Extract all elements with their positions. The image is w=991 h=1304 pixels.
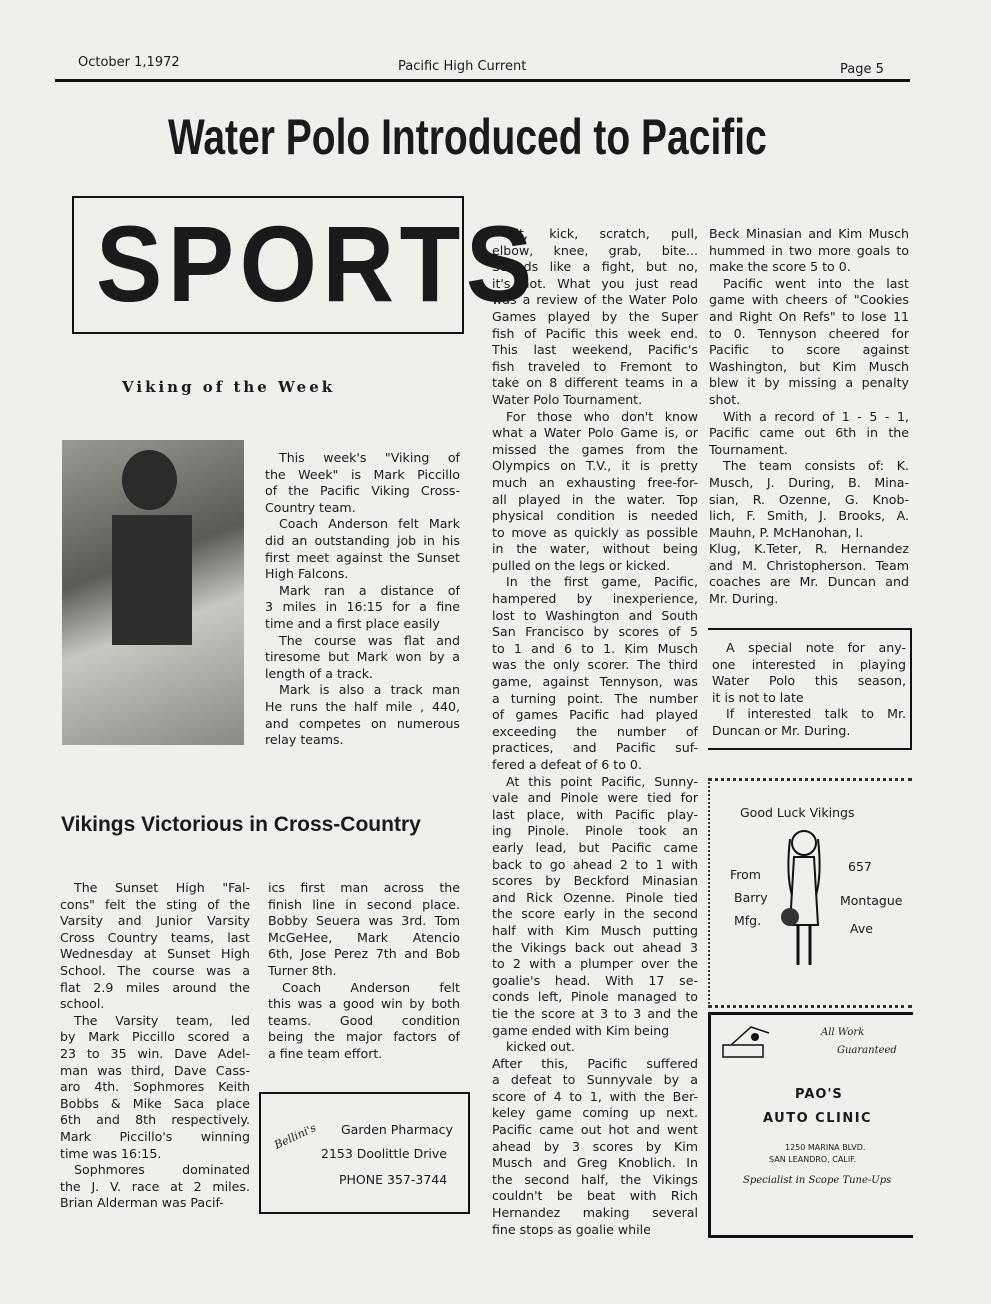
text-line: make the score 5 to 0. [709, 259, 851, 275]
text-line: kicked out. [506, 1039, 575, 1055]
special-note-box [708, 628, 912, 750]
sports-logo-box [72, 196, 538, 334]
text-line: a turning point. The number [492, 690, 698, 706]
text-line: This week's "Viking of [279, 450, 460, 465]
text-line: Pacific went into the last [723, 275, 909, 291]
text-line: Mark Piccillo's winning [60, 1128, 250, 1144]
text-line: school. [60, 996, 105, 1012]
text-line: teams. Good condition [268, 1012, 460, 1028]
text-line: game, against Tennyson, was [492, 674, 698, 690]
ad-street: Montague [840, 893, 903, 908]
text-line: blew it by missing a penalty [709, 375, 909, 391]
text-line: was a review of the Water Polo [492, 292, 698, 308]
text-line: it's not. What you just read [492, 275, 698, 291]
text-line: Sounds like a fight, but no, [492, 259, 698, 275]
text-line: a defeat to Sunnyvale by a [492, 1072, 698, 1088]
text-line: tiresome but Mark won by a [265, 649, 460, 665]
text-line: to move as quickly as possible [492, 524, 698, 540]
text-line: the Week" is Mark Piccillo [265, 466, 460, 482]
text-line: flat 2.9 miles around the [60, 979, 250, 995]
text-line: physical condition is needed [492, 508, 698, 524]
ad-number: 657 [848, 859, 872, 874]
text-line: exceeding the number of [492, 723, 698, 739]
text-line: by Mark Piccillo scored a [60, 1029, 250, 1045]
text-line: lost to Washington and South [492, 607, 698, 623]
page-number: Page 5 [840, 62, 884, 77]
ad-tagline-1: All Work [821, 1027, 865, 1038]
text-line: 3 miles in 16:15 for a fine [265, 599, 460, 615]
text-line: goalie's head. With 17 se- [492, 972, 698, 988]
text-line: of games Pacific had played [492, 707, 698, 723]
text-line: fish traveled to Fremont to [492, 358, 698, 374]
text-line: The Sunset High "Fal- [74, 880, 250, 895]
text-line: Wednesday at Sunset High [60, 946, 250, 962]
ad-ave: Ave [850, 921, 873, 936]
text-line: Klug, K.Teter, R. Hernandez [709, 541, 909, 557]
text-line: aro 4th. Sophmores Keith [60, 1079, 250, 1095]
text-line: School. The course was a [60, 962, 250, 978]
text-line: relay teams. [265, 732, 344, 748]
text-line: time and a first place easily [265, 615, 440, 631]
text-line: hampered by inexperience, [492, 591, 698, 607]
water-polo-column-1 [492, 226, 698, 1238]
text-line: A special note for any- [726, 640, 906, 655]
text-line: and Right On Refs" to lose 11 [709, 308, 909, 324]
text-line: sian, R. Ozenne, G. Knob- [709, 491, 909, 507]
text-line: For those who don't know [506, 408, 698, 424]
text-line: The team consists of: K. [723, 458, 909, 474]
text-line: He runs the half mile , 440, [265, 698, 460, 714]
text-line: This last weekend, Pacific's [492, 342, 698, 358]
text-line: this was a good win by both [268, 996, 460, 1012]
text-line: fine stops as goalie while [492, 1221, 651, 1237]
text-line: Bobbs & Mike Saca place [60, 1095, 250, 1111]
text-line: Mauhn, P. McHanohan, I. [709, 524, 864, 540]
text-line: Bobby Seuera was 3rd. Tom [268, 913, 460, 929]
cross-country-title: Vikings Victorious in Cross-Country [61, 813, 421, 836]
ad-from: From [730, 867, 761, 882]
text-line: length of a track. [265, 665, 374, 681]
text-line: and competes on numerous [265, 715, 460, 731]
text-line: half with Kim Musch putting [492, 922, 698, 938]
sports-logo: SPORTS [96, 203, 538, 324]
text-line: game with cheers of "Cookies [709, 292, 909, 308]
ad-barry: Barry [734, 890, 768, 905]
text-line: did an outstanding job in his [265, 532, 460, 548]
text-line: vale and Pinole were tied for [492, 790, 698, 806]
text-line: Brian Alderman was Pacif- [60, 1195, 224, 1211]
text-line: time was 16:15. [60, 1145, 162, 1161]
text-line: being the major factors of [268, 1029, 460, 1045]
text-line: first meet against the Sunset [265, 549, 460, 565]
text-line: cons" felt the sting of the [60, 896, 250, 912]
text-line: Cross Country teams, last [60, 929, 250, 945]
auto-clinic-ad [708, 1012, 913, 1238]
text-line: Coach Anderson felt [282, 979, 460, 995]
text-line: San Francisco by scores of 5 [492, 624, 698, 640]
cross-country-column-1 [60, 880, 250, 1212]
text-line: ahead by 3 scores by Kim [492, 1138, 698, 1154]
text-line: fish of Pacific this week end. [492, 325, 698, 341]
text-line: Games played by the Super [492, 308, 698, 324]
runner-head [122, 450, 177, 510]
ad-tagline-2: Guaranteed [837, 1045, 897, 1056]
text-line: Sophmores dominated [74, 1162, 250, 1178]
text-line: of the Pacific Viking Cross- [265, 483, 460, 499]
text-line: Musch, J. During, B. Mina- [709, 474, 909, 490]
pharmacy-address: 2153 Doolittle Drive [321, 1146, 447, 1161]
viking-title: Viking of the Week [122, 378, 336, 396]
issue-date: October 1,1972 [78, 55, 180, 70]
text-line: Beck Minasian and Kim Musch [709, 226, 909, 241]
text-line: 23 to 35 win. Dave Adel- [60, 1045, 250, 1061]
text-line: Mr. During. [709, 591, 779, 607]
text-line: what a Water Polo Game is, or [492, 425, 698, 441]
shop-name-1: PAO'S [795, 1087, 843, 1102]
text-line: Pacific came out 6th in the [709, 425, 909, 441]
shop-address-1: 1250 MARINA BLVD. [785, 1143, 866, 1152]
text-line: game ended with Kim being [492, 1022, 670, 1038]
text-line: conds left, Pinole managed to [492, 989, 698, 1005]
text-line: With a record of 1 - 5 - 1, [723, 408, 909, 424]
text-line: the Vikings back out ahead 3 [492, 939, 698, 955]
text-line: Water Polo this season, [712, 673, 906, 689]
text-line: last place, with Pacific play- [492, 806, 698, 822]
text-line: In the first game, Pacific, [506, 574, 698, 590]
text-line: The Varsity team, led [74, 1012, 250, 1028]
text-line: lich, F. Smith, J. Brooks, A. [709, 508, 909, 524]
text-line: After this, Pacific suffered [492, 1055, 698, 1071]
text-line: and Rick Ozenne. Pinole tied [492, 889, 698, 905]
text-line: 6th and 8th respectively. [60, 1112, 250, 1128]
text-line: Coach Anderson felt Mark [279, 516, 460, 532]
text-line: to 0. Tennyson cheered for [709, 325, 909, 341]
shop-slogan: Specialist in Scope Tune-Ups [743, 1175, 892, 1186]
text-line: practices, and Pacific suf- [492, 740, 698, 756]
good-luck-title: Good Luck Vikings [740, 805, 855, 820]
text-line: High Falcons. [265, 566, 349, 582]
text-line: score of 4 to 1, with the Ber- [492, 1088, 698, 1104]
text-line: Mark ran a distance of [279, 582, 460, 598]
text-line: Turner 8th. [268, 962, 337, 978]
text-line: Musch and Greg Knoblich. In [492, 1155, 698, 1171]
shop-address-2: SAN LEANDRO, CALIF. [769, 1155, 857, 1164]
cross-country-column-2 [268, 880, 460, 1063]
pharmacy-ad [259, 1092, 470, 1214]
runner-singlet [112, 515, 192, 645]
pharmacy-name: Garden Pharmacy [341, 1122, 453, 1137]
text-line: elbow, knee, grab, bite... [492, 242, 698, 258]
text-line: and M. Christopherson. Team [709, 557, 909, 573]
text-line: finish line in second place. [268, 896, 460, 912]
headline: Water Polo Introduced to Pacific [168, 109, 767, 165]
text-line: Hernandez making several [492, 1205, 698, 1221]
text-line: the score early in the second [492, 906, 698, 922]
text-line: scores by Beckford Minasian [492, 873, 698, 889]
paper-name: Pacific High Current [398, 59, 527, 74]
text-line: Country team. [265, 499, 356, 515]
text-line: Olympics on T.V., it is pretty [492, 458, 698, 474]
text-line: missed the games from the [492, 441, 698, 457]
text-line: a fine team effort. [268, 1045, 383, 1061]
text-line: coaches are Mr. Duncan and [709, 574, 909, 590]
text-line: The course was flat and [279, 632, 460, 648]
text-line: pulled on the legs or kicked. [492, 557, 671, 573]
text-line: Hit, kick, scratch, pull, [506, 226, 698, 241]
text-line: was the only scorer. The third [492, 657, 698, 673]
pharmacy-script: Bellini's [272, 1121, 319, 1152]
text-line: to 1 and 6 to 1. Kim Musch [492, 640, 698, 656]
text-line: back to go ahead 2 to 1 with [492, 856, 698, 872]
girl-drawing-icon [778, 825, 830, 977]
text-line: Duncan or Mr. During. [712, 722, 851, 738]
shop-name-2: AUTO CLINIC [763, 1111, 873, 1126]
text-line: Tournament. [709, 441, 788, 457]
text-line: McGeHee, Mark Atencio [268, 929, 460, 945]
text-line: to 2 with a plumper over the [492, 956, 698, 972]
text-line: Water Polo Tournament. [492, 391, 643, 407]
text-line: 6th, Jose Perez 7th and Bob [268, 946, 460, 962]
text-line: Mark is also a track man [279, 682, 460, 698]
pharmacy-phone: PHONE 357-3744 [339, 1172, 448, 1187]
text-line: If interested talk to Mr. [726, 706, 906, 722]
text-line: fered a defeat of 6 to 0. [492, 757, 642, 772]
text-line: in the water, without being [492, 541, 698, 557]
water-polo-column-2 [709, 226, 909, 608]
text-line: Varsity and Junior Varsity [60, 913, 250, 929]
text-line: much an exhausting free-for- [492, 474, 698, 490]
text-line: At this point Pacific, Sunny- [506, 773, 698, 789]
text-line: shot. [709, 391, 741, 407]
text-line: keley game coming up next. [492, 1105, 698, 1121]
text-line: couldn't be beat with Rich [492, 1188, 698, 1204]
car-mechanic-icon [721, 1023, 773, 1063]
text-line: Washington, but Kim Musch [709, 358, 909, 374]
special-note [712, 640, 906, 740]
text-line: ing Pinole. Pinole took an [492, 823, 698, 839]
text-line: the second half, the Vikings [492, 1171, 698, 1187]
runner-photo [62, 440, 244, 745]
text-line: hummed in two more goals to [709, 242, 909, 258]
text-line: all played in the water. Top [492, 491, 698, 507]
text-line: one interested in playing [712, 656, 906, 672]
header-rule [55, 79, 910, 82]
text-line: ics first man across the [268, 880, 460, 895]
text-line: tie the score at 3 to 3 and the [492, 1005, 698, 1021]
text-line: Pacific came out hot and went [492, 1122, 698, 1138]
text-line: it is not to late [712, 689, 804, 705]
ad-mfg: Mfg. [734, 913, 762, 928]
text-line: Pacific to score against [709, 342, 909, 358]
text-line: man was third, Dave Cass- [60, 1062, 250, 1078]
viking-article [265, 450, 460, 749]
text-line: early lead, but Pacific came [492, 839, 698, 855]
good-luck-ad [708, 778, 912, 1008]
text-line: take on 8 different teams in a [492, 375, 698, 391]
text-line: the J. V. race at 2 miles. [60, 1178, 250, 1194]
